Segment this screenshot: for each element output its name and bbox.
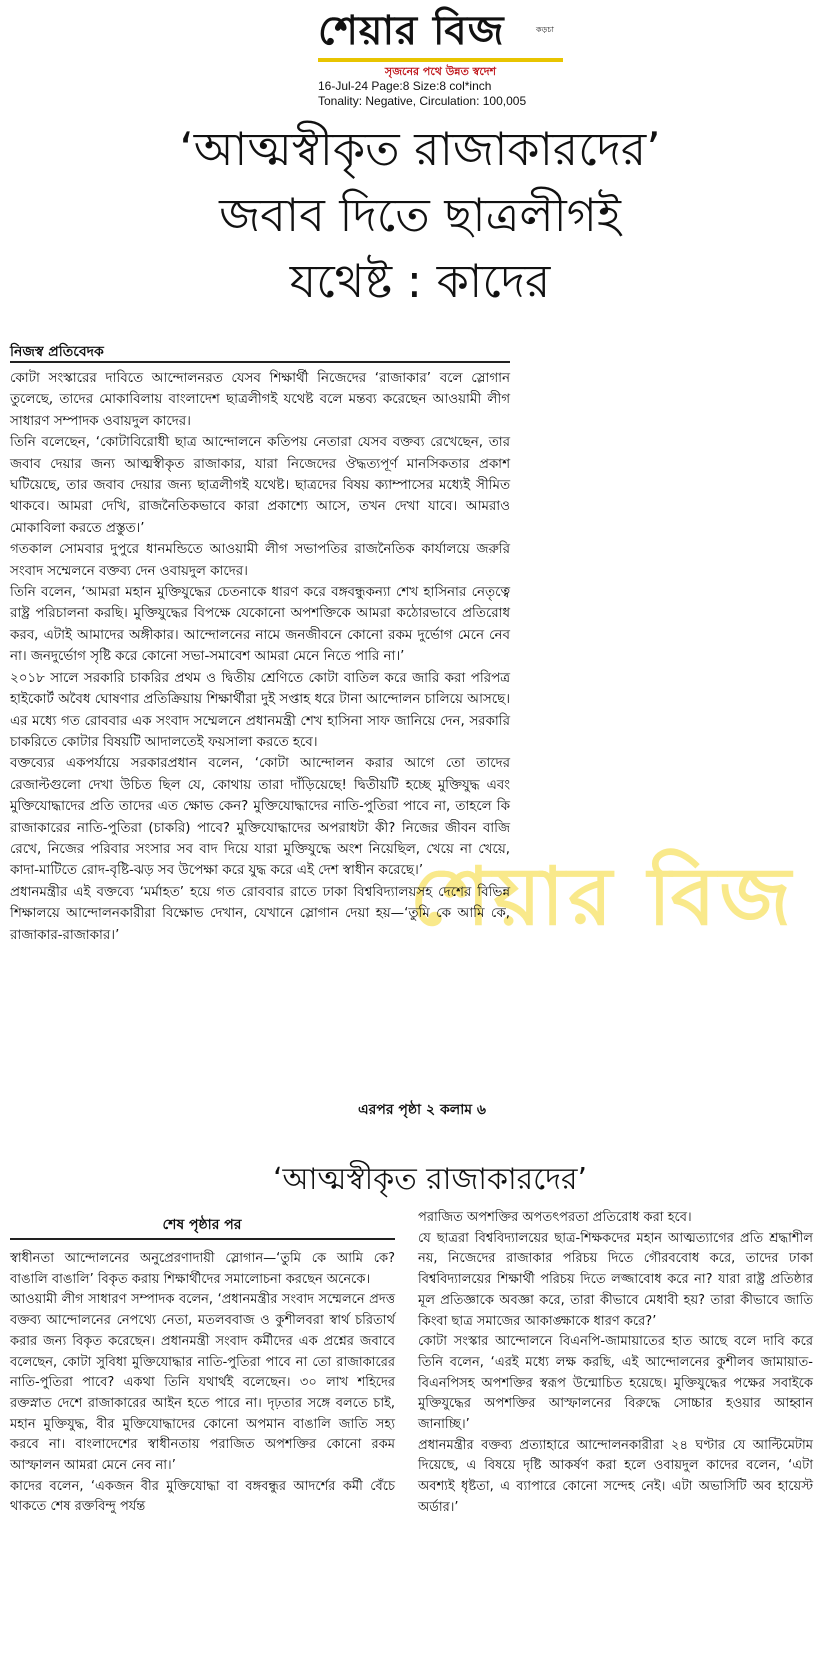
continued-from-heading: শেষ পৃষ্ঠার পর [162,1217,242,1233]
newspaper-tagline: সৃজনের পথে উন্নত স্বদেশ [384,65,497,78]
headline-line-2: জবাব দিতে ছাত্রলীগই [219,188,621,242]
newspaper-logo: শেয়ার বিজ [318,8,505,54]
logo-underline [318,58,563,62]
paragraph: যে ছাত্ররা বিশ্ববিদ্যালয়ের ছাত্র-শিক্ষকদের মহান আত্মত্যাগের প্রতি শ্রদ্ধাশীল নয়, নিজেদের রাজাকার পরিচয় দিতে গৌরববোধ করে, তাদের ঢাকা বিশ্ববিদ্যালয়ের শিক্ষার্থী পরিচয় দিতে লজ্জাবোধ করে না? যারা রাষ্ট্র প্রতিষ্ঠার মূল প্রতিজ্ঞাকে অবজ্ঞা করে, তারা কীভাবে মেধাবী হয়? তারা কীভাবে জাতি কিংবা ছাত্র সমাজের আকাঙ্ক্ষাকে ধারণ করে?’ [418,1230,813,1329]
continued-note: এরপর পৃষ্ঠা ২ কলাম ৬ [358,1102,487,1118]
paragraph: আওয়ামী লীগ সাধারণ সম্পাদক বলেন, ‘প্রধানমন্ত্রীর সংবাদ সম্মেলনে প্রদত্ত বক্তব্য আন্দোলনের নেপথ্যে নেতা, মতলববাজ ও কুশীলবরা স্বার্থ চরিতার্থ করার জন্য বিকৃত করেছেন। প্রধানমন্ত্রী সংবাদ কর্মীদের এক প্রশ্নের জবাবে বলেছেন, কোটা সুবিধা মুক্তিযোদ্ধার নাতি-পুতিরা পাবে না তো রাজাকারের নাতি-পুতিরা পাবে? একথা তিনি যথার্থই বলেছেন। ৩০ লাখ শহিদের রক্তস্নাত দেশে রাজাকারের আইন হতে পারে না। দৃঢ়তার সঙ্গে বলতে চাই, মহান মুক্তিযুদ্ধ, বীর মুক্তিযোদ্ধাদের কোনো অপমান বাঙালি জাতি সহ্য করবে না। বাংলাদেশের স্বাধীনতায় পরাজিত অপশক্তির কোনো রকম আস্ফালন আমরা মেনে নেব না।’ [10,1292,395,1474]
paragraph: প্রধানমন্ত্রীর এই বক্তব্যে ‘মর্মাহত’ হয়ে গত রোববার রাতে ঢাকা বিশ্ববিদ্যালয়সহ দেশের বিভিন্ন শিক্ষালয়ে আন্দোলনকারীরা বিক্ষোভ দেখান, যেখানে স্লোগান দেয়া হয়—‘তুমি কে আমি কে, রাজাকার-রাজাকার।’ [10,884,510,943]
masthead [0,0,822,110]
paragraph: তিনি বলেন, ‘আমরা মহান মুক্তিযুদ্ধের চেতনাকে ধারণ করে বঙ্গবন্ধুকন্যা শেখ হাসিনার নেতৃত্বে রাষ্ট্র পরিচালনা করছি। মুক্তিযুদ্ধের বিপক্ষে যেকোনো অপশক্তিকে আমরা কঠোরভাবে প্রতিরোধ করব, এটাই আমাদের অঙ্গীকার। আন্দোলনের নামে জনজীবনে কোনো রকম দুর্ভোগ মেনে নেব না। জনদুর্ভোগ সৃষ্টি করে কোনো সভা-সমাবেশ আমরা মেনে নিতে পারি না।’ [10,585,510,665]
column-rule [10,1238,395,1240]
headline-line-1: ‘আত্মস্বীকৃত রাজাকারদের’ [179,122,661,176]
paragraph: তিনি বলেছেন, ‘কোটাবিরোধী ছাত্র আন্দোলনে কতিপয় নেতারা যেসব বক্তব্য রেখেছেন, তার জবাব দেয়ার জন্য আত্মস্বীকৃত রাজাকার, যারা নিজেদের ঔদ্ধত্যপূর্ণ মানসিকতার প্রকাশ ঘটিয়েছে, তার জবাব দেয়ার জন্য ছাত্রলীগই যথেষ্ট। ছাত্রদের বিষয় ক্যাম্পাসের মধ্যেই সীমিত থাকবে। আমরা দেখি, রাজনৈতিকভাবে কারা প্রকাশ্যে আসে, তখন দেখা যাবে। আমরাও মোকাবিলা করতে প্রস্তুত।’ [10,435,510,536]
byline: নিজস্ব প্রতিবেদক [10,344,104,360]
headline-line-3: যথেষ্ট : কাদের [289,254,551,308]
continuation-left-column [10,1249,395,1518]
paragraph: কাদের বলেন, ‘একজন বীর মুক্তিযোদ্ধা বা বঙ্গবন্ধুর আদর্শের কর্মী বেঁচে থাকতে শেষ রক্তবিন্দু পর্যন্ত [10,1478,395,1515]
paragraph: পরাজিত অপশক্তির অপতৎপরতা প্রতিরোধ করা হবে। [418,1210,692,1225]
paragraph: কোটা সংস্কার আন্দোলনে বিএনপি-জামায়াতের হাত আছে বলে দাবি করে তিনি বলেন, ‘এরই মধ্যে লক্ষ করছি, এই আন্দোলনের কুশীলব জামায়াত-বিএনপিসহ অপশক্তির স্বরূপ উন্মোচিত হয়েছে। মুক্তিযুদ্ধের পক্ষের সবাইকে মুক্তিযুদ্ধের অপশক্তির আস্ফালনের বিরুদ্ধে সোচ্চার হওয়ার আহ্বান জানাচ্ছি।’ [418,1334,813,1433]
paragraph: ২০১৮ সালে সরকারি চাকরির প্রথম ও দ্বিতীয় শ্রেণিতে কোটা বাতিল করে জারি করা পরিপত্র হাইকোর্ট অবৈধ ঘোষণার প্রতিক্রিয়ায় শিক্ষার্থীরা দুই সপ্তাহ ধরে টানা আন্দোলন চালিয়ে আসছে। এর মধ্যে গত রোববার এক সংবাদ সম্মেলনে প্রধানমন্ত্রী শেখ হাসিনা সাফ জানিয়ে দেন, সরকারি চাকরিতে কোটার বিষয়টি আদালতেই ফয়সালা করতে হবে। [10,670,510,750]
paragraph: কোটা সংস্কারের দাবিতে আন্দোলনরত যেসব শিক্ষার্থী নিজেদের ‘রাজাকার’ বলে স্লোগান তুলেছে, তাদের মোকাবিলায় বাংলাদেশ ছাত্রলীগই যথেষ্ট বলে মন্তব্য করেছেন আওয়ামী লীগ সাধারণ সম্পাদক ওবায়দুল কাদের। [10,371,510,429]
paragraph: বক্তব্যের একপর্যায়ে সরকারপ্রধান বলেন, ‘কোটা আন্দোলন করার আগে তো তাদের রেজাল্টগুলো দেখা উচিত ছিল যে, কোথায় তারা দাঁড়িয়েছে! দ্বিতীয়টি হচ্ছে মুক্তিযুদ্ধ এবং মুক্তিযোদ্ধাদের প্রতি তাদের এত ক্ষোভ কেন? মুক্তিযোদ্ধাদের নাতি-পুতিরা পাবে না, তাহলে কি রাজাকারের নাতি-পুতিরা (চাকরি) পাবে? মুক্তিযোদ্ধাদের অপরাধটা কী? নিজের জীবন বাজি রেখে, নিজের পরিবার সংসার সব বাদ দিয়ে যারা মুক্তিযুদ্ধে অংশ নিয়েছিল, খেয়ে না খেয়ে, কাদা-মাটিতে রোদ-বৃষ্টি-ঝড় সব উপেক্ষা করে যুদ্ধ করে এই দেশ স্বাধীন করেছে।’ [10,756,510,879]
byline-rule [10,361,510,363]
continuation-right-column [418,1208,813,1519]
paragraph: স্বাধীনতা আন্দোলনের অনুপ্রেরণাদায়ী স্লোগান—‘তুমি কে আমি কে? বাঙালি বাঙালি’ বিকৃত করায় শিক্ষার্থীদের সমালোচনা করছেন অনেকে। [10,1251,395,1287]
article-headline [60,116,780,314]
meta-line-tonality: Tonality: Negative, Circulation: 100,005 [318,94,527,108]
paragraph: গতকাল সোমবার দুপুরে ধানমন্ডিতে আওয়ামী লীগ সভাপতির রাজনৈতিক কার্যালয়ে জরুরি সংবাদ সম্মেলনে বক্তব্য দেন ওবায়দুল কাদের। [10,542,510,579]
logo-tag: কড়চা [536,25,554,34]
article-body [10,368,510,946]
watermark-logo: শেয়ার বিজ [410,850,795,943]
paragraph: প্রধানমন্ত্রীর বক্তব্য প্রত্যাহারে আন্দোলনকারীরা ২৪ ঘণ্টার যে আল্টিমেটাম দিয়েছে, এ বিষয়ে দৃষ্টি আকর্ষণ করা হলে ওবায়দুল কাদের বলেন, ‘এটা অবশ্যই ধৃষ্টতা, এ ব্যাপারে কোনো সন্দেহ নেই। এটা অভাসিটি অব হায়েস্ট অর্ডার।’ [418,1437,813,1515]
clipping-meta [318,79,526,109]
meta-line-date-page: 16-Jul-24 Page:8 Size:8 col*inch [318,79,492,93]
continuation-headline: ‘আত্মস্বীকৃত রাজাকারদের’ [272,1162,588,1197]
